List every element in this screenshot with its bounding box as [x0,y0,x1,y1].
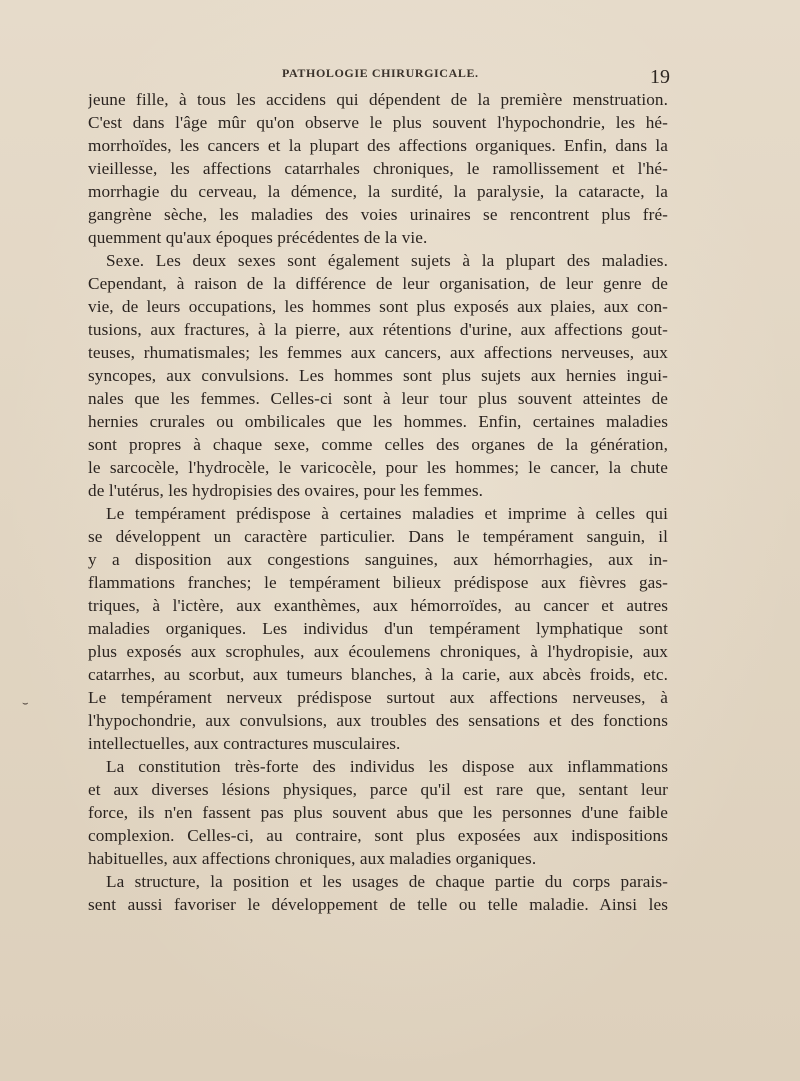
text-line: catarrhes, au scorbut, aux tumeurs blanches, à la carie, aux abcès froids, etc. [88,665,668,684]
body-text [88,88,668,916]
text-line: La constitution très-forte des individus les dispose aux inflammations [106,757,668,776]
text-line: nales que les femmes. Celles-ci sont à leur tour plus souvent atteintes de [88,389,668,408]
text-line: teuses, rhumatismales; les femmes aux cancers, aux affections nerveuses, aux [88,343,668,362]
text-line: maladies organiques. Les individus d'un tempérament lymphatique sont [88,619,668,638]
text-line: Le tempérament prédispose à certaines maladies et imprime à celles qui [106,504,668,523]
text-line: complexion. Celles-ci, au contraire, sont plus exposées aux indispositions [88,826,668,845]
text-line: triques, à l'ictère, aux exanthèmes, aux hémorroïdes, au cancer et autres [88,596,668,615]
text-line: morrhoïdes, les cancers et la plupart des affections organiques. Enfin, dans la [88,136,668,155]
text-line: jeune fille, à tous les accidens qui dépendent de la première menstruation. [88,90,668,109]
text-line: La structure, la position et les usages de chaque partie du corps parais- [106,872,668,891]
text-line: Cependant, à raison de la différence de leur organisation, de leur genre de [88,274,668,293]
text-line: le sarcocèle, l'hydrocèle, le varicocèle, pour les hommes; le cancer, la chute [88,458,668,477]
text-line: quemment qu'aux époques précédentes de la vie. [88,228,428,247]
margin-mark: ⌣ [22,698,29,709]
text-line: sont propres à chaque sexe, comme celles des organes de la génération, [88,435,668,454]
text-line: se développent un caractère particulier. Dans le tempérament sanguin, il [88,527,668,546]
text-line: de l'utérus, les hydropisies des ovaires, pour les femmes. [88,481,484,500]
text-line: intellectuelles, aux contractures musculaires. [88,734,401,753]
running-head [88,66,668,86]
text-line: et aux diverses lésions physiques, parce qu'il est rare que, sentant leur [88,780,668,799]
text-line: C'est dans l'âge mûr qu'on observe le plus souvent l'hypochondrie, les hé- [88,113,668,132]
text-line: force, ils n'en fassent pas plus souvent abus que les personnes d'une faible [88,803,668,822]
text-line: Sexe. Les deux sexes sont également sujets à la plupart des maladies. [106,251,668,270]
text-line: y a disposition aux congestions sanguines, aux hémorrhagies, aux in- [88,550,668,569]
text-line: vieillesse, les affections catarrhales chroniques, le ramollissement et l'hé- [88,159,668,178]
page-number: 19 [650,66,670,88]
text-line: habituelles, aux affections chroniques, aux maladies organiques. [88,849,537,868]
text-line: hernies crurales ou ombilicales que les hommes. Enfin, certaines maladies [88,412,668,431]
text-line: plus exposés aux scrophules, aux écoulemens chroniques, à l'hydropisie, aux [88,642,668,661]
text-line: syncopes, aux convulsions. Les hommes sont plus sujets aux hernies ingui- [88,366,668,385]
text-line: l'hypochondrie, aux convulsions, aux troubles des sensations et des fonctions [88,711,668,730]
running-title: PATHOLOGIE CHIRURGICALE. [282,66,479,80]
text-line: gangrène sèche, les maladies des voies urinaires se rencontrent plus fré- [88,205,668,224]
text-line: morrhagie du cerveau, la démence, la surdité, la paralysie, la cataracte, la [88,182,668,201]
text-line: flammations franches; le tempérament bilieux prédispose aux fièvres gas- [88,573,668,592]
text-line: sent aussi favoriser le développement de telle ou telle maladie. Ainsi les [88,895,668,914]
text-line: Le tempérament nerveux prédispose surtout aux affections nerveuses, à [88,688,668,707]
text-line: tusions, aux fractures, à la pierre, aux rétentions d'urine, aux affections gout- [88,320,668,339]
text-line: vie, de leurs occupations, les hommes sont plus exposés aux plaies, aux con- [88,297,668,316]
